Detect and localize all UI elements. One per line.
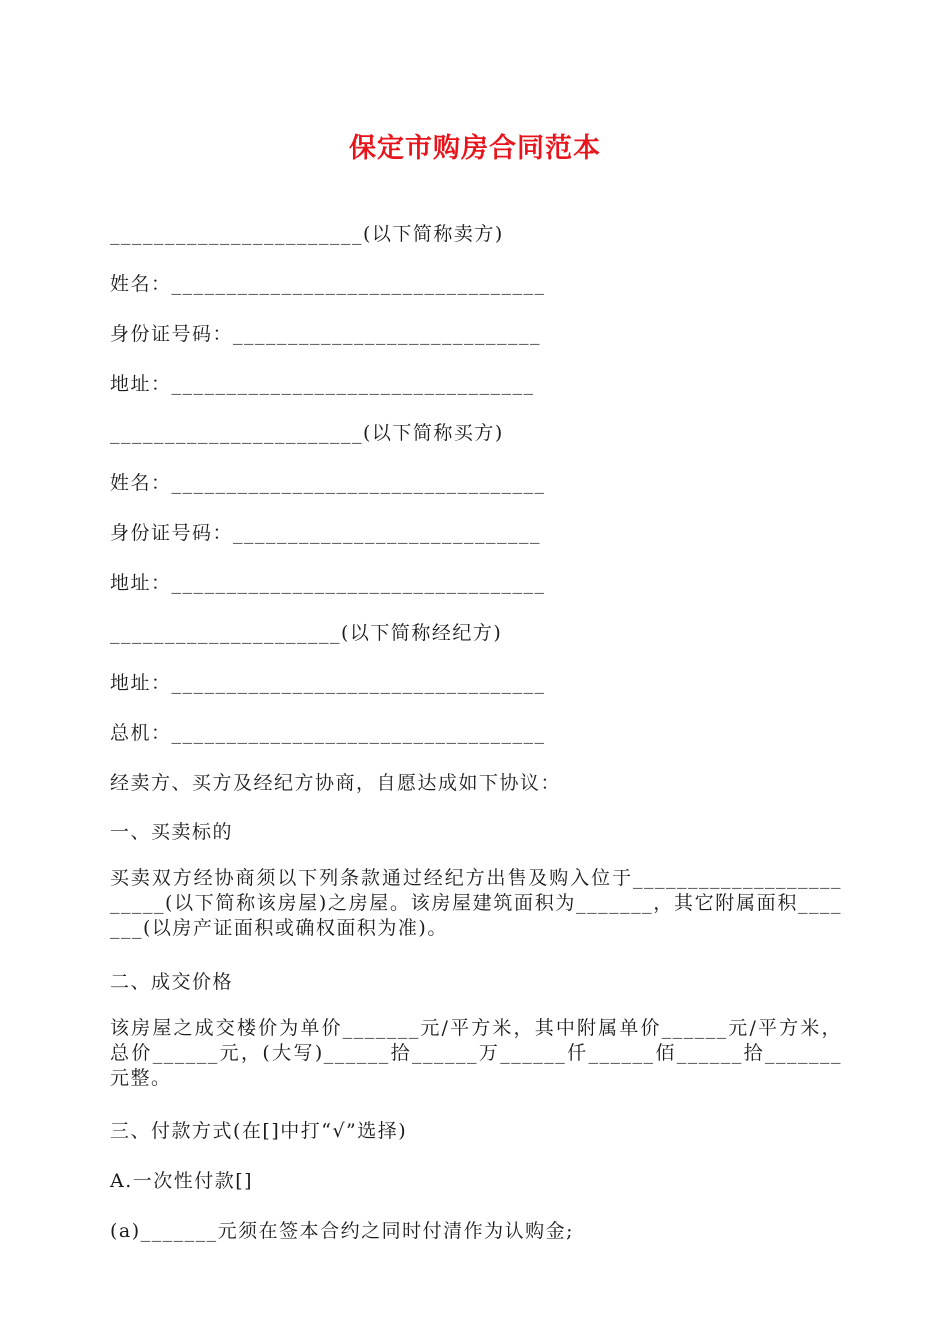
seller-id-field: 身份证号码：____________________________ (110, 323, 542, 345)
section1-body: 买卖双方经协商须以下列条款通过经纪方出售及购入位于________________________(以下简称该房屋)之房屋。该房屋建筑面积为_______，其它附属面积_______(以房产证面积或确权面积为准)。 (110, 867, 842, 939)
payment-option-a: A.一次性付款[] (110, 1170, 254, 1192)
agent-phone-field: 总机：__________________________________ (110, 722, 546, 744)
buyer-address-field: 地址：__________________________________ (110, 572, 546, 594)
buyer-name-field: 姓名：__________________________________ (110, 472, 546, 494)
intro-text: 经卖方、买方及经纪方协商，自愿达成如下协议： (110, 772, 562, 794)
seller-header: _______________________(以下简称卖方) (110, 223, 504, 245)
payment-option-a-item: (a)_______元须在签本合约之同时付清作为认购金; (110, 1220, 575, 1242)
section3-title: 三、付款方式(在[]中打“√”选择) (110, 1120, 408, 1142)
document-title: 保定市购房合同范本 (349, 133, 601, 164)
buyer-id-field: 身份证号码：____________________________ (110, 522, 542, 544)
agent-address-field: 地址：__________________________________ (110, 672, 546, 694)
section2-body: 该房屋之成交楼价为单价_______元/平方米，其中附属单价______元/平方米，总价______元，(大写)______拾______万______仟______佰______拾_______元整。 (110, 1017, 842, 1089)
buyer-header: _______________________(以下简称买方) (110, 422, 504, 444)
section1-title: 一、买卖标的 (110, 821, 234, 843)
seller-address-field: 地址：_________________________________ (110, 373, 535, 395)
section2-title: 二、成交价格 (110, 971, 234, 993)
agent-header: _____________________(以下简称经纪方) (110, 622, 503, 644)
seller-name-field: 姓名：__________________________________ (110, 273, 546, 295)
